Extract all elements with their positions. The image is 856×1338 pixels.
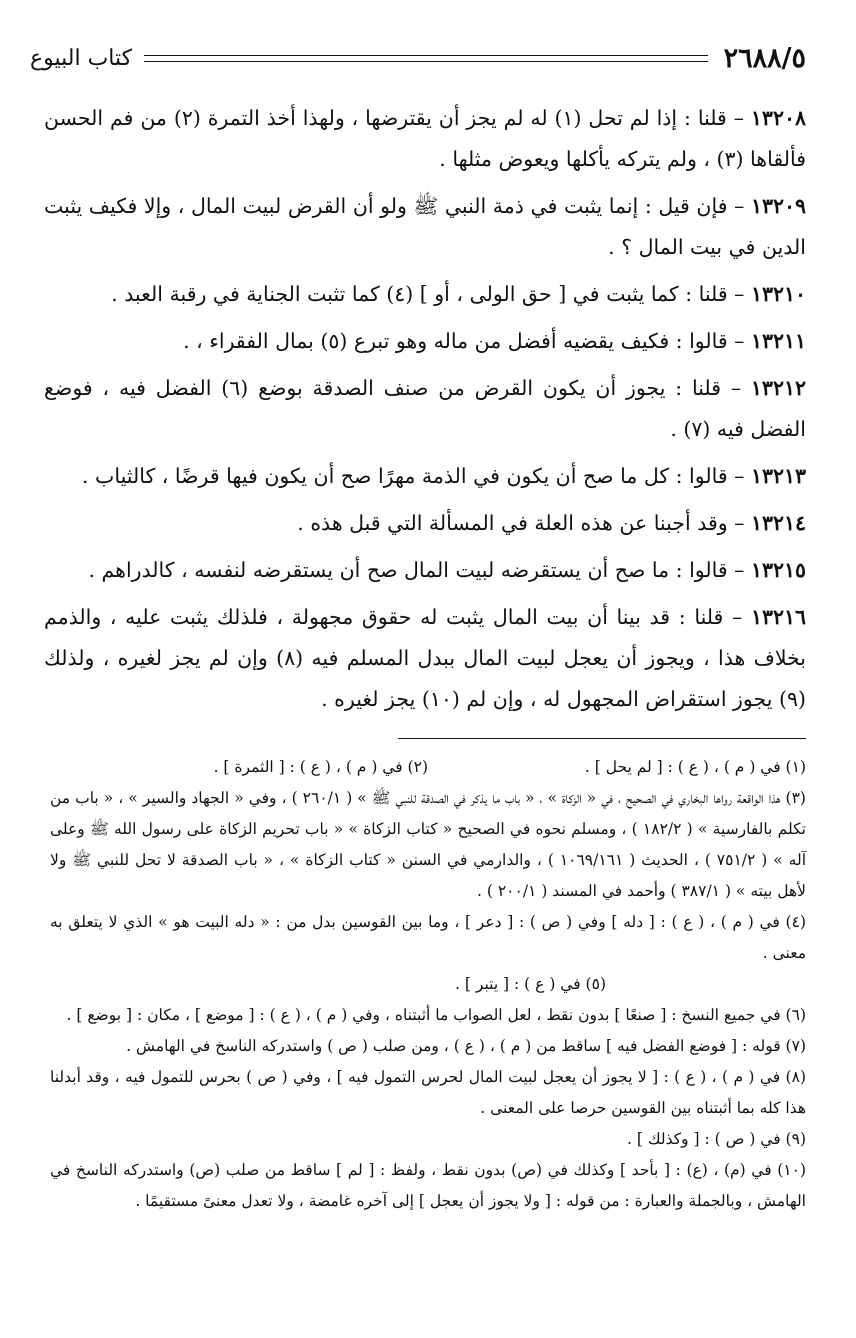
paragraph-number: ١٣٢٠٩: [750, 194, 806, 218]
page-header: [30, 38, 806, 78]
paragraph-number: ١٣٢١٦: [750, 605, 806, 629]
paragraph-13210: [44, 274, 806, 315]
footnote-1: (١) في ( م ) ، ( ع ) : [ لم يحل ] .: [584, 758, 806, 776]
paragraph-text: – وقد أجبنا عن هذه العلة في المسألة التي قبل هذه .: [297, 511, 751, 535]
footnote-divider: [398, 738, 806, 739]
footnotes: [50, 752, 806, 1217]
header-rule: [144, 55, 708, 62]
footnote-2: (٢) في ( م ) ، ( ع ) : [ الثمرة ] .: [213, 758, 428, 776]
paragraph-text: – قالوا : ما صح أن يستقرضه لبيت المال صح أن يستقرضه لنفسه ، كالدراهم .: [88, 558, 751, 582]
paragraph-13212: [44, 368, 806, 450]
paragraph-number: ١٣٢٠٨: [750, 106, 806, 130]
footnote-8: (٨) في ( م ) ، ( ع ) : [ لا يجوز أن يعجل لبيت المال لحرس التمول فيه ] ، وفي ( ص ) بحرس للتمول فيه ، وقد أبدلنا هذا كله بما أثبتناه بين القوسين حرصا على المعنى .: [50, 1068, 806, 1117]
footnote-5: (٥) في ( ع ) : [ يتبر ] .: [455, 975, 606, 993]
paragraph-13215: [44, 550, 806, 591]
paragraph-text: – قالوا : فكيف يقضيه أفضل من ماله وهو تبرع (٥) بمال الفقراء ، .: [183, 329, 751, 353]
paragraph-13208: [44, 98, 806, 180]
footnote-9: (٩) في ( ص ) : [ وكذلك ] .: [627, 1130, 806, 1148]
footnote-10: (١٠) في (م) ، (ع) : [ بأحد ] وكذلك في (ص) بدون نقط ، ولفظ : [ لم ] ساقط من صلب (ص) واستدركه الناسخ في الهامش ، وبالجملة والعبارة : من قوله : [ ولا يجوز أن يعجل ] إلى آخره غامضة ، ولا تعدل معنىً مستقيمًا .: [50, 1161, 806, 1210]
paragraph-number: ١٣٢١٥: [750, 558, 806, 582]
page-number: ٢٦٨٨/٥: [723, 42, 806, 74]
paragraph-text: – فإن قيل : إنما يثبت في ذمة النبي ﷺ ولو أن القرض لبيت المال ، وإلا فكيف يثبت الدين في بيت المال ؟ .: [44, 194, 806, 259]
footnote-4: (٤) في ( م ) ، ( ع ) : [ دله ] وفي ( ص ) : [ دعر ] ، وما بين القوسين بدل من : « دله البيت هو » الذي لا يتعلق به معنى .: [50, 913, 806, 962]
paragraph-text: – قلنا : يجوز أن يكون القرض من صنف الصدقة بوضع (٦) الفضل فيه ، فوضع الفضل فيه (٧) .: [44, 376, 806, 441]
paragraph-number: ١٣٢١١: [750, 329, 806, 353]
paragraph-number: ١٣٢١٠: [750, 282, 806, 306]
paragraph-number: ١٣٢١٣: [750, 464, 806, 488]
paragraph-13211: [44, 321, 806, 362]
paragraph-13209: [44, 186, 806, 268]
paragraph-text: – قلنا : إذا لم تحل (١) له لم يجز أن يقترضها ، ولهذا أخذ التمرة (٢) من فم الحسن فألقاها (٣) ، ولم يتركه يأكلها ويعوض مثلها .: [44, 106, 806, 171]
main-text: [44, 98, 806, 726]
footnote-6: (٦) في جميع النسخ : [ صنعًا ] بدون نقط ، لعل الصواب ما أثبتناه ، وفي ( م ) ، ( ع ) : [ موضع ] ، مكان : [ بوضع ] .: [66, 1006, 806, 1024]
footnote-3: (٣) هذا الواقعة رواها البخاري في الصحيح ، في « الزكاة » ، « باب ما يذكر في الصدقة للنبي ﷺ » ( ٢٦٠/١ ) ، وفي « الجهاد والسير » ، « باب من تكلم بالفارسية » ( ١٨٢/٢ ) ، ومسلم نحوه في الصحيح « كتاب الزكاة » « باب تحريم الزكاة على رسول الله ﷺ وعلى آله » ( ٧٥١/٢ ) ، الحديث ( ١٠٦٩/١٦١ ) ، والدارمي في السنن « كتاب الزكاة » ، « باب الصدقة لا تحل للنبي ﷺ ولا لأهل بيته » ( ٣٨٧/١ ) وأحمد في المسند ( ٢٠٠/١ ) .: [50, 789, 806, 900]
chapter-title: كتاب البيوع: [30, 45, 133, 71]
footnote-7: (٧) قوله : [ فوضع الفضل فيه ] ساقط من ( م ) ، ( ع ) ، ومن صلب ( ص ) واستدركه الناسخ في الهامش .: [126, 1037, 806, 1055]
paragraph-number: ١٣٢١٢: [750, 376, 806, 400]
paragraph-13214: [44, 503, 806, 544]
paragraph-text: – قلنا : قد بينا أن بيت المال يثبت له حقوق مجهولة ، فلذلك يثبت عليه ، والذمم بخلاف هذا ، ويجوز أن يعجل لبيت المال ببدل المسلم فيه (٨) وإن لم يجز لغيره ، ولذلك (٩) يجوز استقراض المجهول له ، وإن لم (١٠) يجز لغيره .: [44, 605, 806, 711]
paragraph-13213: [44, 456, 806, 497]
paragraph-number: ١٣٢١٤: [750, 511, 806, 535]
paragraph-text: – قلنا : كما يثبت في [ حق الولى ، أو ] (٤) كما تثبت الجناية في رقبة العبد .: [111, 282, 751, 306]
paragraph-13216: [44, 597, 806, 720]
paragraph-text: – قالوا : كل ما صح أن يكون في الذمة مهرًا صح أن يكون فيها قرضًا ، كالثياب .: [82, 464, 751, 488]
footnote-row: [50, 752, 806, 783]
